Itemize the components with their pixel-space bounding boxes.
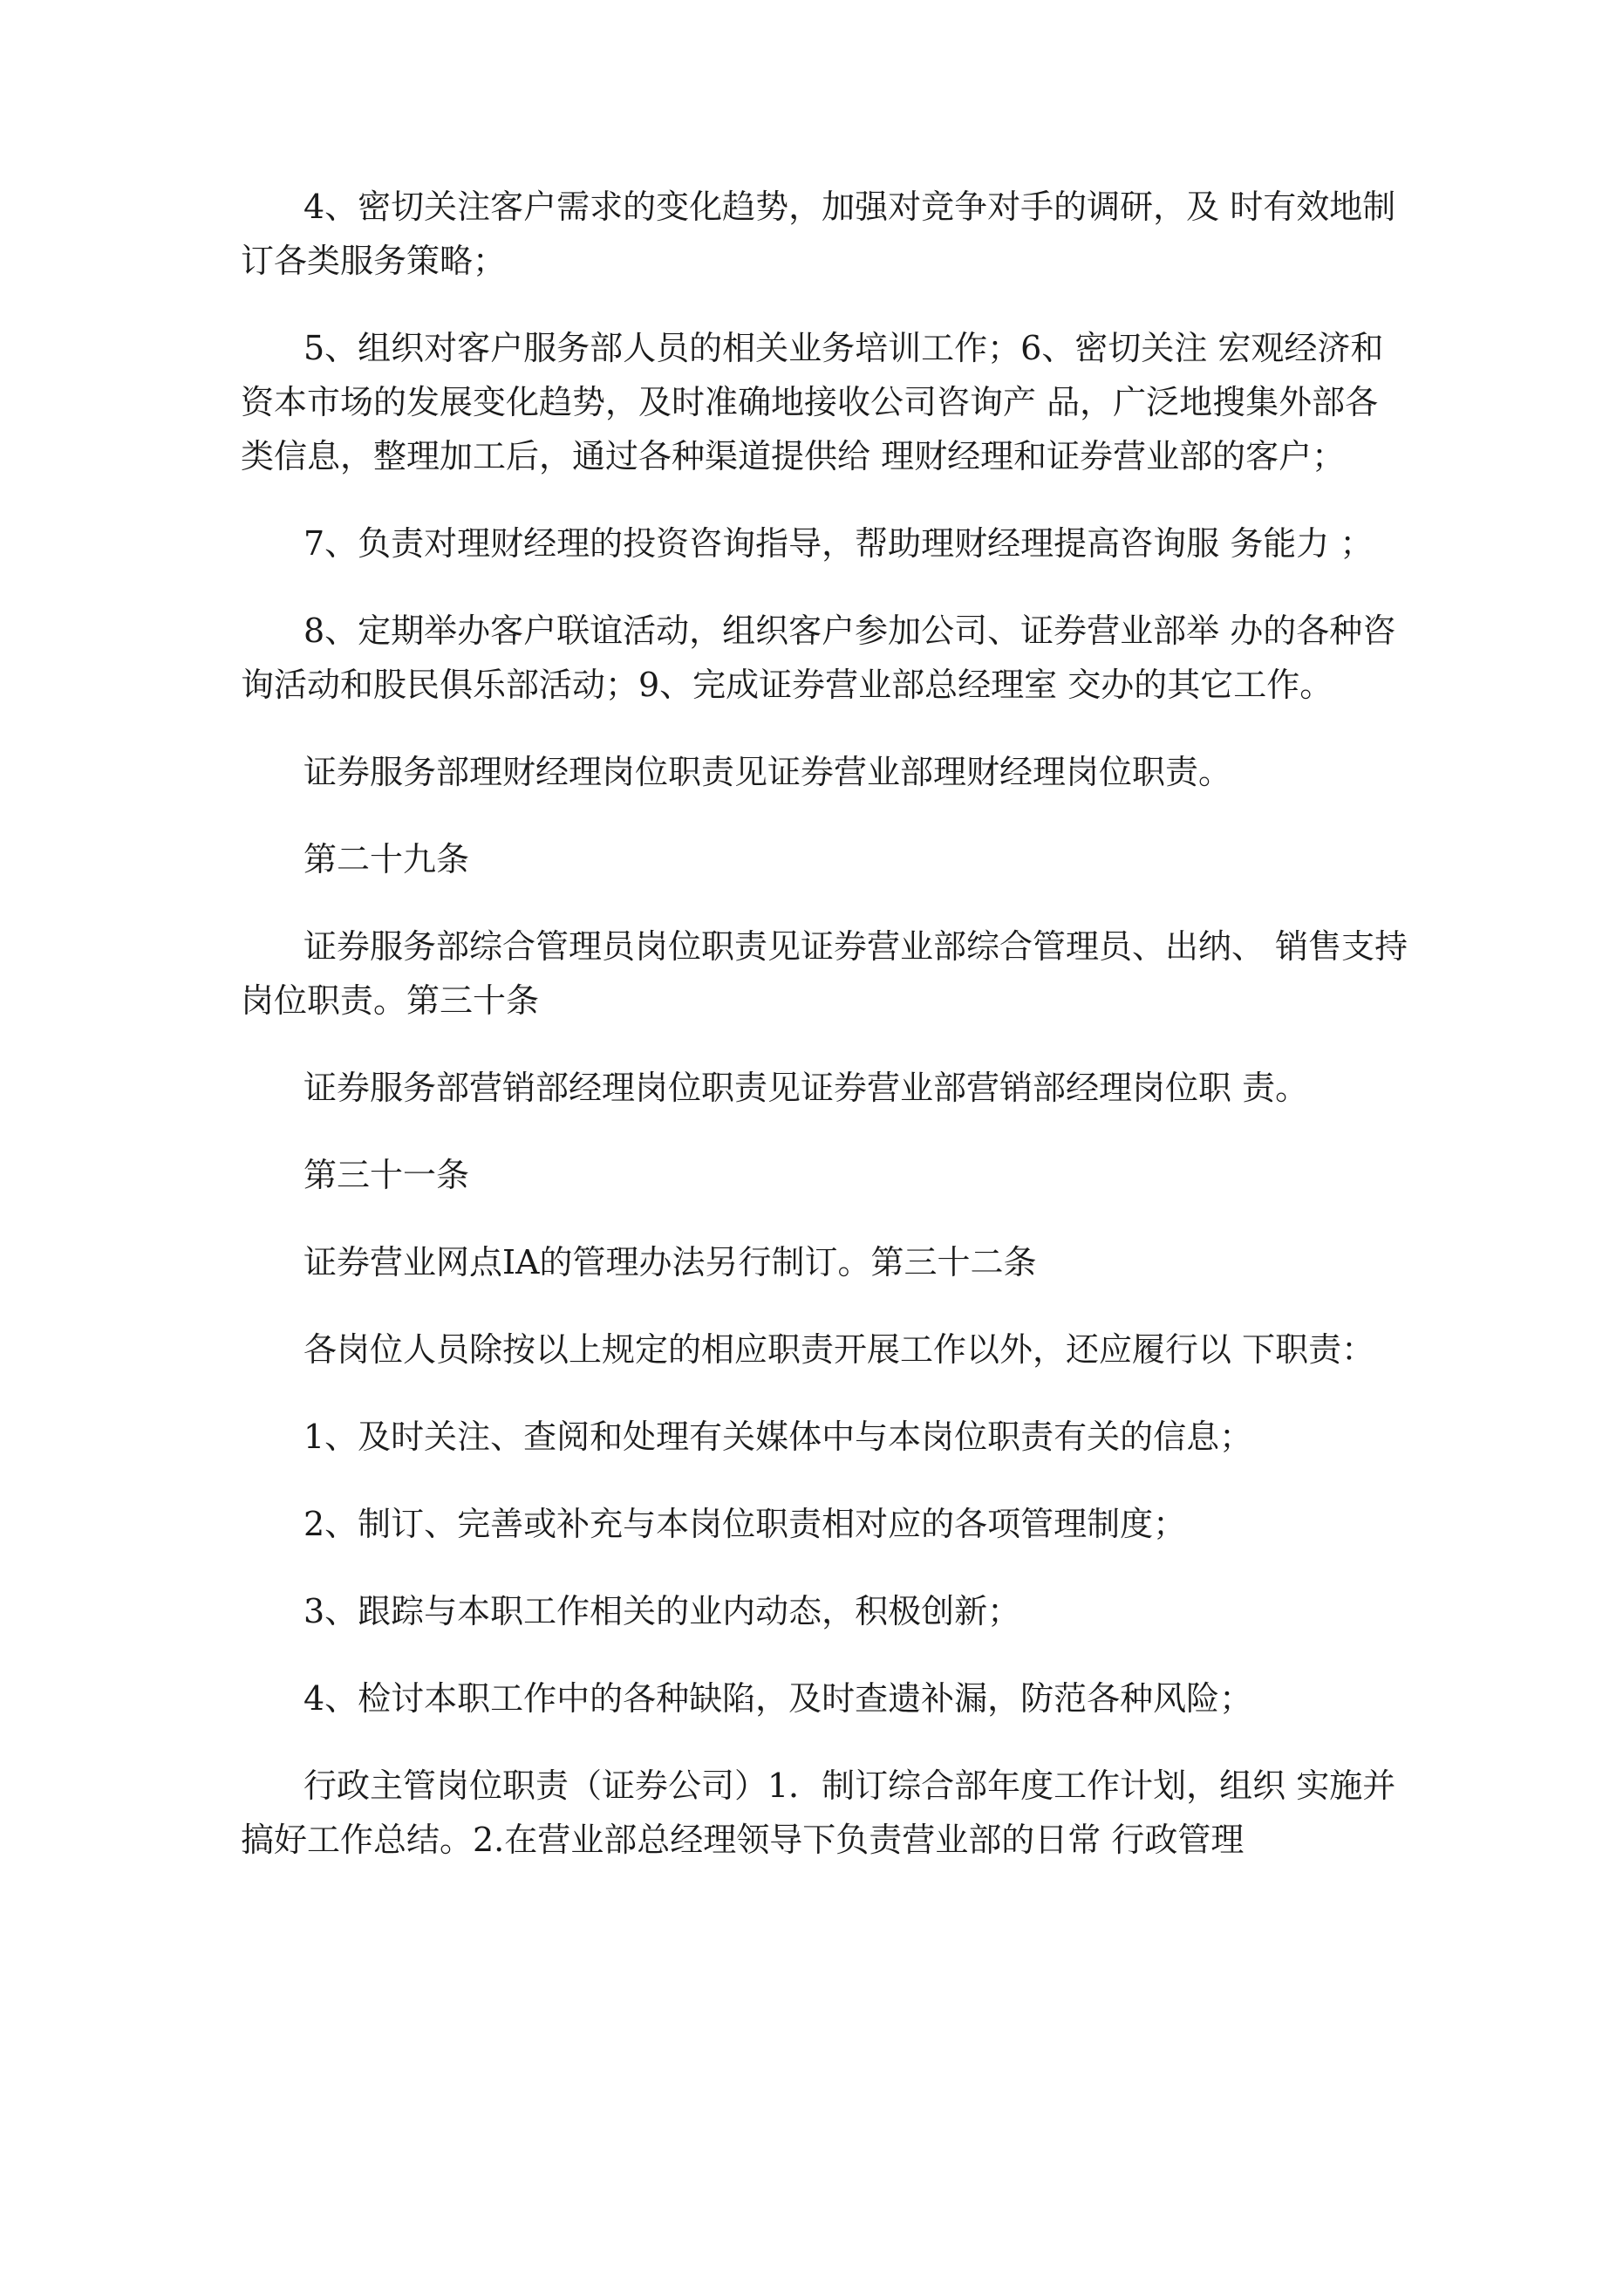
paragraph-item-5-training: 5、组织对客户服务部人员的相关业务培训工作；6、密切关注 宏观经济和资本市场的发展变化趋势，及时准确地接收公司咨询产 品，广泛地搜集外部各类信息，整理加工后，通过各种渠道提供给 理财经理和证券营业部的客户； xyxy=(241,329,1384,475)
paragraph-general-duties: 各岗位人员除按以上规定的相应职责开展工作以外，还应履行以 下职责： xyxy=(303,1330,1375,1369)
duty-item-4: 4、检讨本职工作中的各种缺陷，及时查遗补漏，防范各种风险； xyxy=(303,1679,1253,1718)
paragraph-ia-rules: 证券营业网点IA的管理办法另行制订。第三十二条 xyxy=(303,1243,1037,1281)
duty-item-1: 1、及时关注、查阅和处理有关媒体中与本岗位职责有关的信息； xyxy=(303,1418,1253,1456)
paragraph-item-7-guidance: 7、负责对理财经理的投资咨询指导，帮助理财经理提高咨询服 务能力 ； xyxy=(303,524,1374,563)
duty-item-2: 2、制订、完善或补充与本岗位职责相对应的各项管理制度； xyxy=(303,1505,1187,1543)
paragraph-item-8-events: 8、定期举办客户联谊活动，组织客户参加公司、证券营业部举 办的各种咨询活动和股民俱乐部活动；9、完成证券营业部总经理室 交办的其它工作。 xyxy=(241,612,1396,704)
duty-item-3: 3、跟踪与本职工作相关的业内动态，积极创新； xyxy=(303,1592,1021,1630)
article-29-heading: 第二十九条 xyxy=(303,840,470,878)
paragraph-item-4-trend: 4、密切关注客户需求的变化趋势，加强对竞争对手的调研，及 时有效地制订各类服务策略； xyxy=(241,188,1396,280)
paragraph-admin-supervisor: 行政主管岗位职责（证券公司）1．制订综合部年度工作计划，组织 实施并搞好工作总结。2.在营业部总经理领导下负责营业部的日常 行政管理 xyxy=(241,1766,1396,1859)
document-body xyxy=(241,180,1409,1900)
article-31-heading: 第三十一条 xyxy=(303,1156,470,1194)
paragraph-admin-staff: 证券服务部综合管理员岗位职责见证券营业部综合管理员、出纳、 销售支持岗位职责。第三十条 xyxy=(241,927,1408,1020)
paragraph-marketing-manager: 证券服务部营销部经理岗位职责见证券营业部营销部经理岗位职 责。 xyxy=(303,1069,1309,1107)
paragraph-finance-manager: 证券服务部理财经理岗位职责见证券营业部理财经理岗位职责。 xyxy=(303,753,1232,791)
